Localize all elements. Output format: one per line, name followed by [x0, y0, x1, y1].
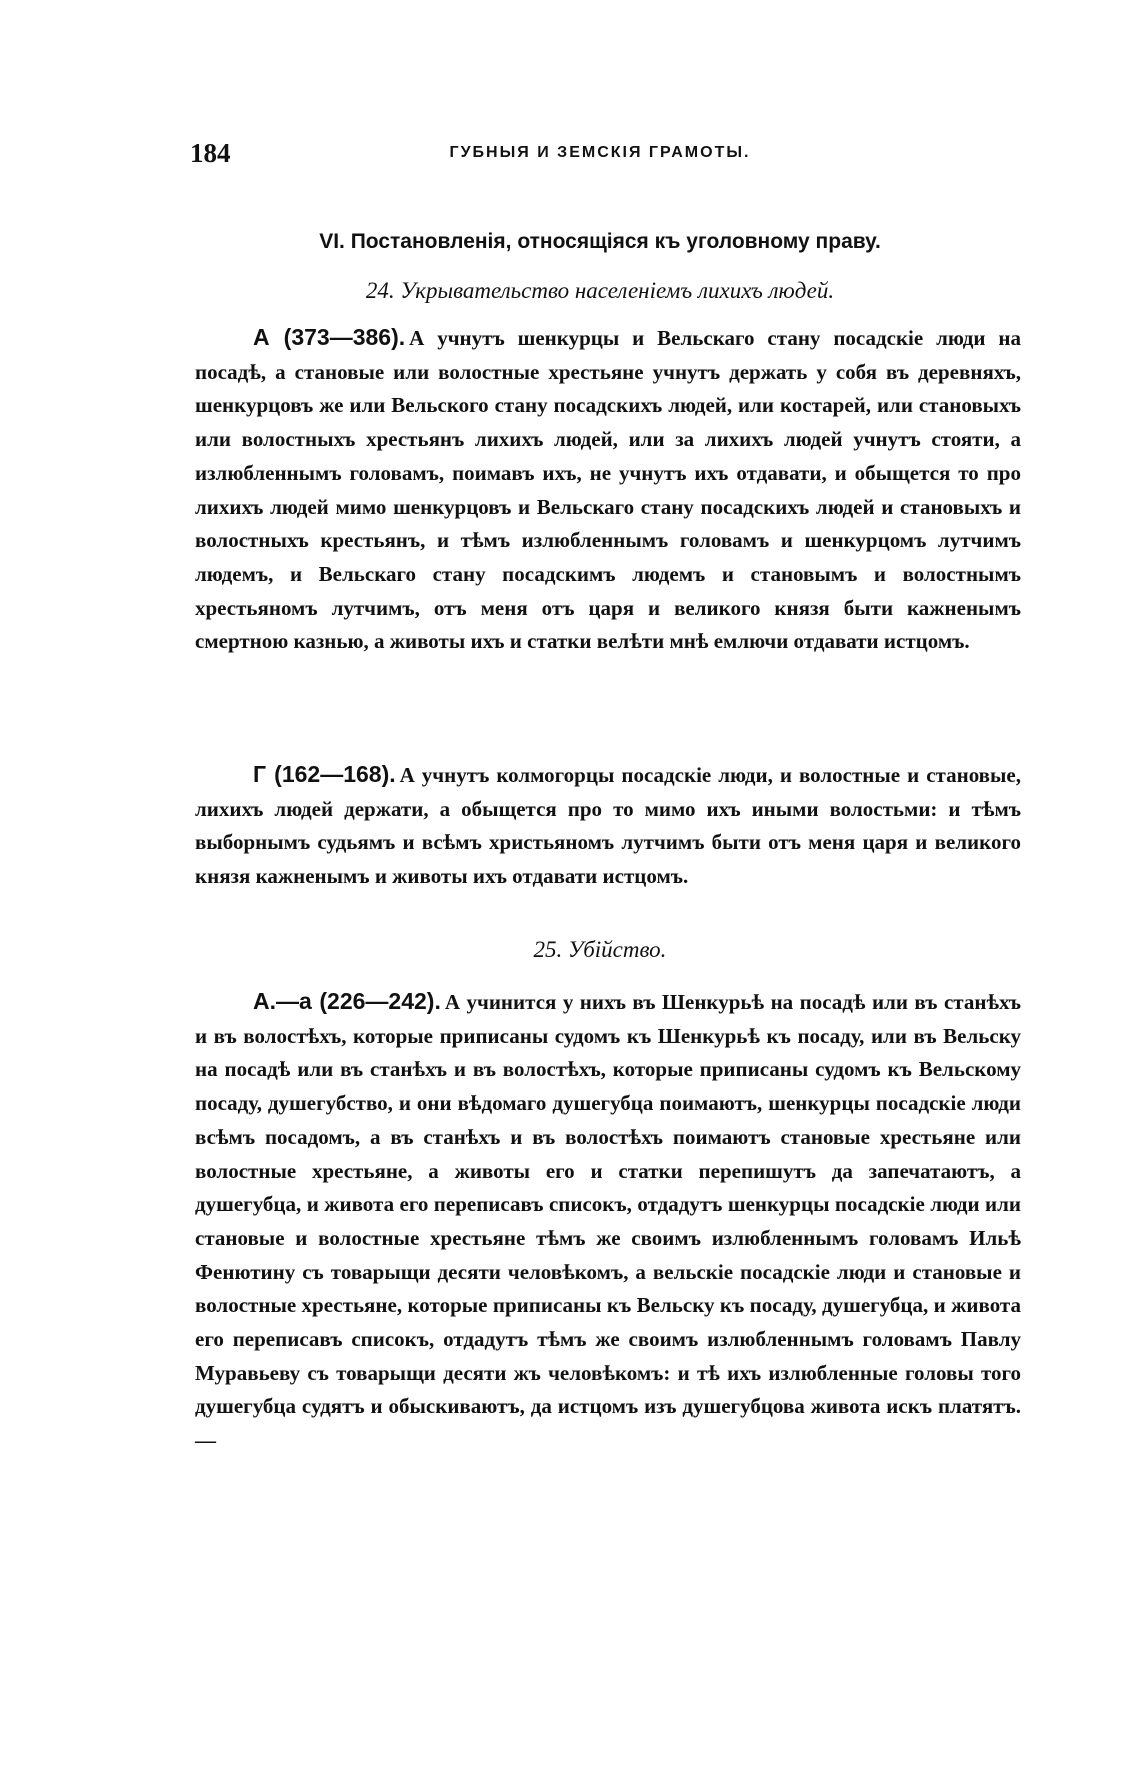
- paragraph-a-373-386: [195, 321, 1021, 659]
- paragraph-label: А (373—386).: [253, 324, 406, 350]
- paragraph-text: А учнутъ шенкурцы и Вельскаго стану посадскіе люди на посадѣ, а становые или волостные хрестьяне учнутъ держать у собя въ деревняхъ, шенкурцовъ же или Вельского стану посадскихъ людей, или костарей, или становыхъ или волостныхъ хрестьянъ лихихъ людей, или за лихихъ людей учнутъ стояти, а излюбленнымъ головамъ, поимавъ ихъ, не учнутъ ихъ отдавати, и обыщется то про лихихъ людей мимо шенкурцовъ и Вельскаго стану посадскихъ людей и становыхъ и волостныхъ крестьянъ, и тѣмъ излюбленнымъ головамъ и шенкурцомъ лутчимъ людемъ, и Вельскаго стану посадскимъ людемъ и становымъ и волостнымъ хрестьяномъ лутчимъ, отъ меня отъ царя и великого князя быти кажненымъ смертною казнью, а животы ихъ и статки велѣти мнѣ емлючи отдавати истцомъ.: [195, 326, 1021, 654]
- paragraph-text: А учинится у нихъ въ Шенкурьѣ на посадѣ или въ станѣхъ и въ волостѣхъ, которые приписаны судомъ къ Шенкурьѣ къ посаду, или въ Вельску на посадѣ или въ станѣхъ и въ волостѣхъ, которые приписаны судомъ къ Вельскому посаду, душегубство, и они вѣдомаго душегубца поимаютъ, шенкурцы посадскіе люди всѣмъ посадомъ, а въ станѣхъ и въ волостѣхъ поимаютъ становые хрестьяне или волостные хрестьяне, а животы его и статки перепишутъ да запечатаютъ, а душегубца, и живота его переписавъ списокъ, отдадутъ шенкурцы посадскіе люди или становые и волостные хрестьяне тѣмъ же своимъ излюбленнымъ головамъ Ильѣ Фенютину съ товарыщи десяти человѣкомъ, а вельскіе посадскіе люди и становые и волостные хрестьяне, которые приписаны къ Вельску къ посаду, душегубца, и живота его переписавъ списокъ, отдадутъ тѣмъ же своимъ излюбленнымъ головамъ Павлу Муравьеву съ товарыщи десяти жъ человѣкомъ: и тѣ ихъ излюбленные головы того душегубца судятъ и обыскиваютъ, да истцомъ изъ душегубцова живота искъ платятъ. —: [195, 990, 1021, 1453]
- paragraph-g-162-168: [195, 758, 1021, 894]
- paragraph-label: Г (162—168).: [253, 761, 396, 787]
- paragraph-text: А учнутъ колмогорцы посадскіе люди, и волостные и становые, лихихъ людей держати, а обыщется про то мимо ихъ иными волостьми: и тѣмъ выборнымъ судьямъ и всѣмъ христьяномъ лутчимъ быти отъ меня царя и великого князя кажненымъ и животы ихъ отдавати истцомъ.: [195, 763, 1021, 889]
- running-title: ГУБНЫЯ И ЗЕМСКІЯ ГРАМОТЫ.: [449, 144, 751, 161]
- section-heading: VI. Постановленія, относящіяся къ уголовному праву.: [319, 230, 881, 253]
- subsection-title-ubiystvo: 25. Убійство.: [533, 937, 667, 962]
- subsection-title-ukryvatelstvo: 24. Укрывательство населеніемъ лихихъ людей.: [365, 278, 835, 303]
- paragraph-a-a-226-242: [195, 985, 1021, 1458]
- page-number: 184: [190, 138, 231, 168]
- page-header: [190, 138, 1010, 178]
- paragraph-label: А.—а (226—242).: [253, 988, 441, 1014]
